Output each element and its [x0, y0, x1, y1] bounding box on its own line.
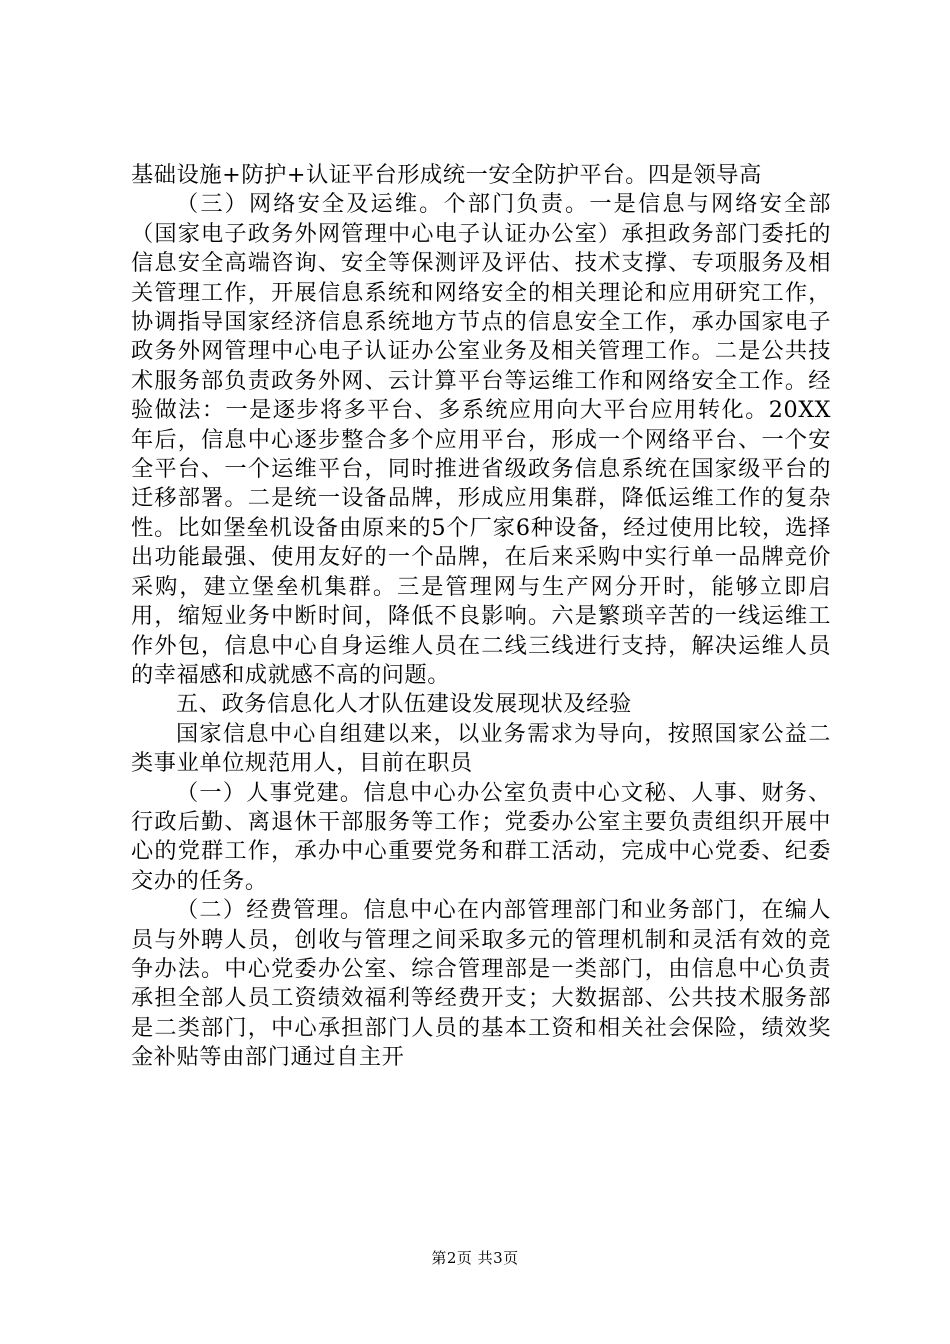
paragraph-continuation: 基础设施+防护+认证平台形成统一安全防护平台。四是领导高: [131, 162, 762, 188]
section-heading-talent: 五、政务信息化人才队伍建设发展现状及经验: [176, 691, 632, 718]
page-number-footer: 第2页 共3页: [431, 1249, 519, 1267]
paragraph-personnel-party: （一）人事党建。信息中心办公室负责中心文秘、人事、财务、行政后勤、离退休干部服务等工作；党委办公室主要负责组织开展中心的党群工作，承办中心重要党务和群工活动，完成中心党委、纪委交办的任务。: [131, 779, 831, 894]
paragraph-network-security: （三）网络安全及运维。个部门负责。一是信息与网络安全部（国家电子政务外网管理中心电子认证办公室）承担政务部门委托的信息安全高端咨询、安全等保测评及评估、技术支撑、专项服务及相关管理工作，开展信息系统和网络安全的相关理论和应用研究工作，协调指导国家经济信息系统地方节点的信息安全工作，承办国家电子政务外网管理中心电子认证办公室业务及相关管理工作。二是公共技术服务部负责政务外网、云计算平台等运维工作和网络安全工作。经验做法：一是逐步将多平台、多系统应用向大平台应用转化。20XX年后，信息中心逐步整合多个应用平台，形成一个网络平台、一个安全平台、一个运维平台，同时推进省级政务信息系统在国家级平台的迁移部署。二是统一设备品牌，形成应用集群，降低运维工作的复杂性。比如堡垒机设备由原来的5个厂家6种设备，经过使用比较，选择出功能最强、使用友好的一个品牌，在后来采购中实行单一品牌竞价采购，建立堡垒机集群。三是管理网与生产网分开时，能够立即启用，缩短业务中断时间，降低不良影响。六是繁琐辛苦的一线运维工作外包，信息中心自身运维人员在二线三线进行支持，解决运维人员的幸福感和成就感不高的问题。: [131, 191, 831, 688]
paragraph-staffing: 国家信息中心自组建以来，以业务需求为导向，按照国家公益二类事业单位规范用人，目前在职员: [131, 720, 831, 777]
paragraph-funding-management: （二）经费管理。信息中心在内部管理部门和业务部门，在编人员与外聘人员，创收与管理之间采取多元的管理机制和灵活有效的竞争办法。中心党委办公室、综合管理部是一类部门，由信息中心负责承担全部人员工资绩效福利等经费开支；大数据部、公共技术服务部是二类部门，中心承担部门人员的基本工资和相关社会保险，绩效奖金补贴等由部门通过自主开: [131, 897, 831, 1071]
document-body: [131, 161, 831, 1073]
